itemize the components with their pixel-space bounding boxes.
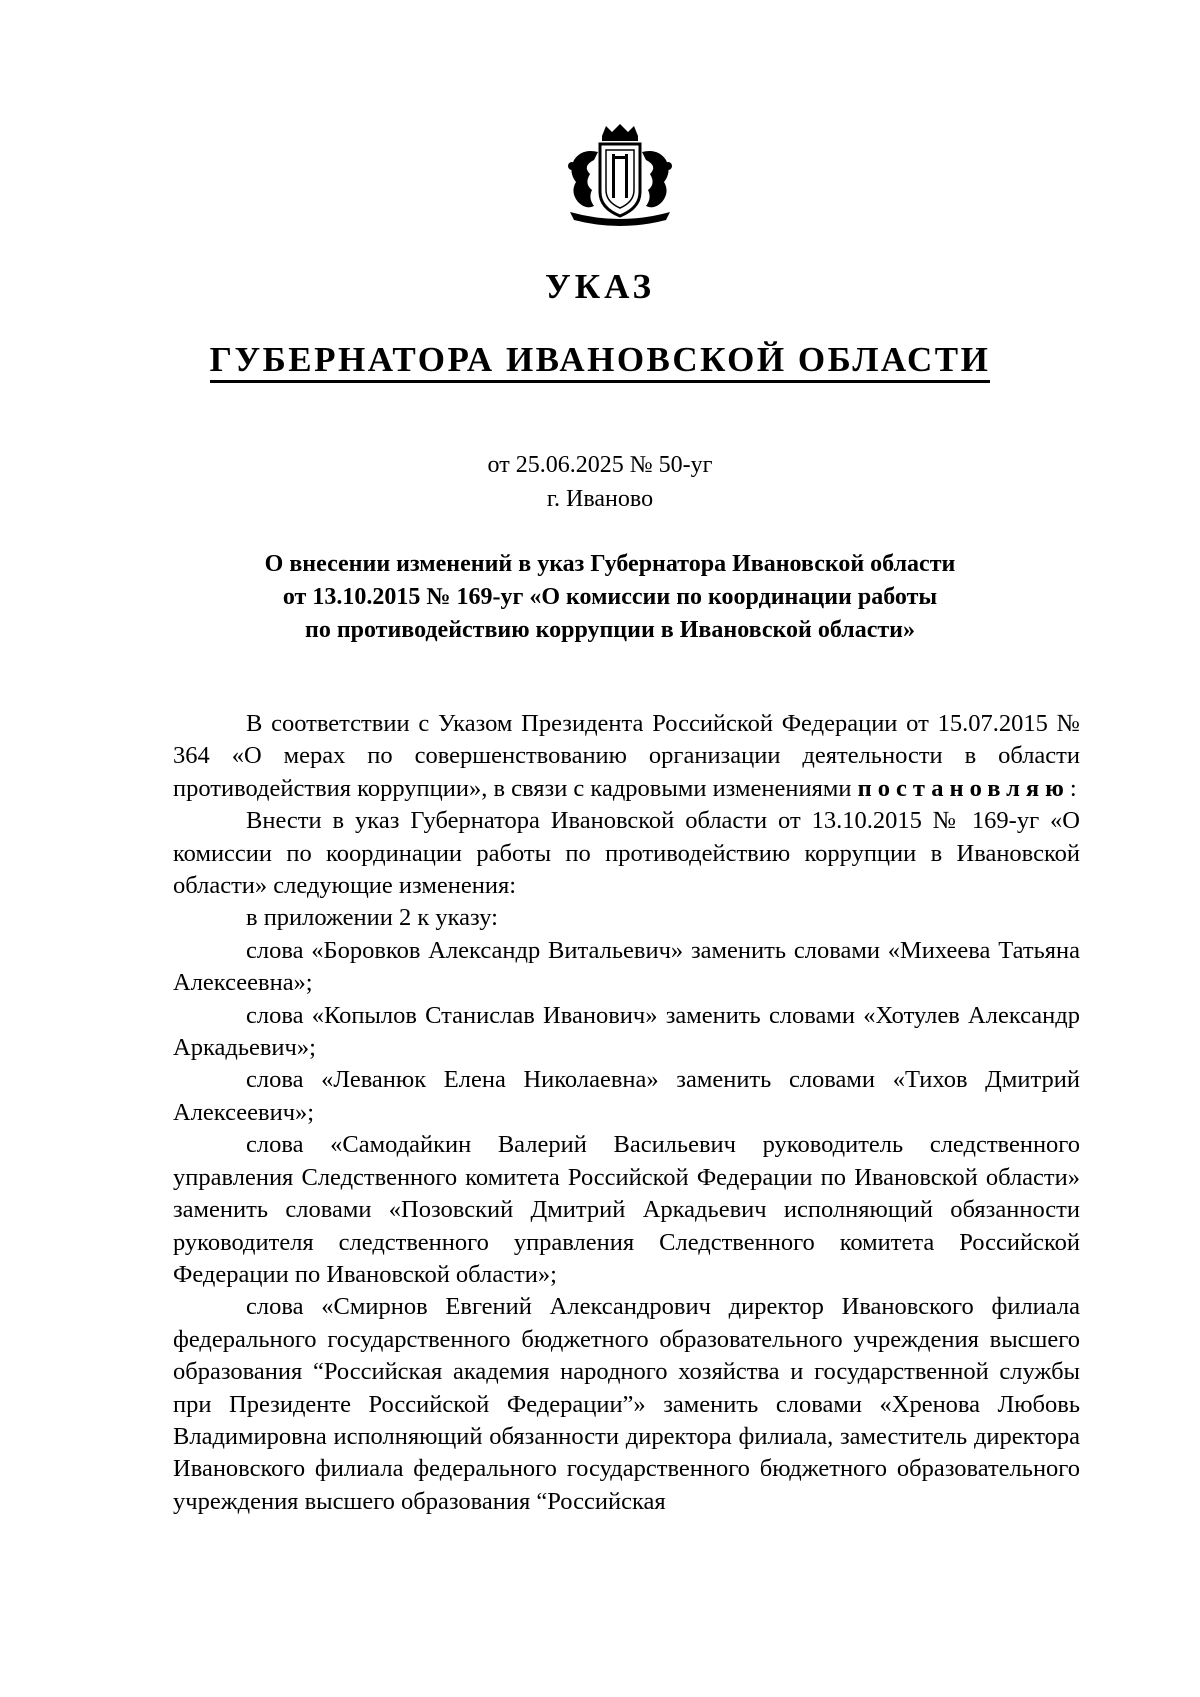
paragraph-appendix: в приложении 2 к указу: [246, 904, 498, 932]
heading-line-3: по противодействию коррупции в Ивановской области» [304, 617, 915, 643]
heading-line-2: от 13.10.2015 № 169-уг «О комиссии по координации работы [282, 584, 938, 610]
paragraph-change-1: слова «Боровков Александр Витальевич» заменить словами «Михеева Татьяна Алексеевна»; [173, 936, 1080, 997]
paragraph-preamble [173, 708, 1080, 805]
preamble-text: В соответствии с Указом Президента Российской Федерации от 15.07.2015 № 364 «О мерах по совершенствованию организации деятельности в области противодействия коррупции», в связи с кадровыми изменениями [173, 710, 1080, 802]
preamble-end: : [1069, 774, 1077, 802]
document-type-title: УКАЗ [545, 267, 655, 306]
document-body [173, 708, 1080, 1518]
coat-of-arms-icon [560, 122, 680, 230]
issuer-title [0, 340, 1200, 380]
paragraph-change-2: слова «Копылов Станислав Иванович» заменить словами «Хотулев Александр Аркадьевич»; [173, 1001, 1080, 1062]
date-number: от 25.06.2025 № 50-уг [487, 452, 713, 478]
paragraph-change-5: слова «Смирнов Евгений Александрович директор Ивановского филиала федерального государственного бюджетного образовательного учреждения высшего образования “Российская академия народного хозяйства и государственной службы при Президенте Российской Федерации”» заменить словами «Хренова Любовь Владимировна исполняющий обязанности директора филиала, заместитель директора Ивановского филиала федерального государственного бюджетного образовательного учреждения высшего образования “Российская [173, 1293, 1080, 1515]
paragraph-amendment: Внести в указ Губернатора Ивановской области от 13.10.2015 № 169-уг «О комиссии по координации работы по противодействию коррупции в Ивановской области» следующие изменения: [173, 807, 1080, 900]
document-heading [180, 548, 1040, 647]
issuer-title-text: ГУБЕРНАТОРА ИВАНОВСКОЙ ОБЛАСТИ [210, 340, 991, 383]
paragraph-change-3: слова «Леванюк Елена Николаевна» заменить словами «Тихов Дмитрий Алексеевич»; [173, 1066, 1080, 1126]
heading-line-1: О внесении изменений в указ Губернатора Ивановской области [264, 551, 956, 577]
paragraph-change-4: слова «Самодайкин Валерий Васильевич руководитель следственного управления Следственного комитета Российской Федерации по Ивановской области» заменить словами «Позовский Дмитрий Аркадьевич исполняющий обязанности руководителя следственного управления Следственного комитета Российской Федерации по Ивановской области»; [173, 1131, 1080, 1288]
decree-word: постановляю [857, 774, 1070, 802]
city: г. Иваново [546, 486, 654, 512]
